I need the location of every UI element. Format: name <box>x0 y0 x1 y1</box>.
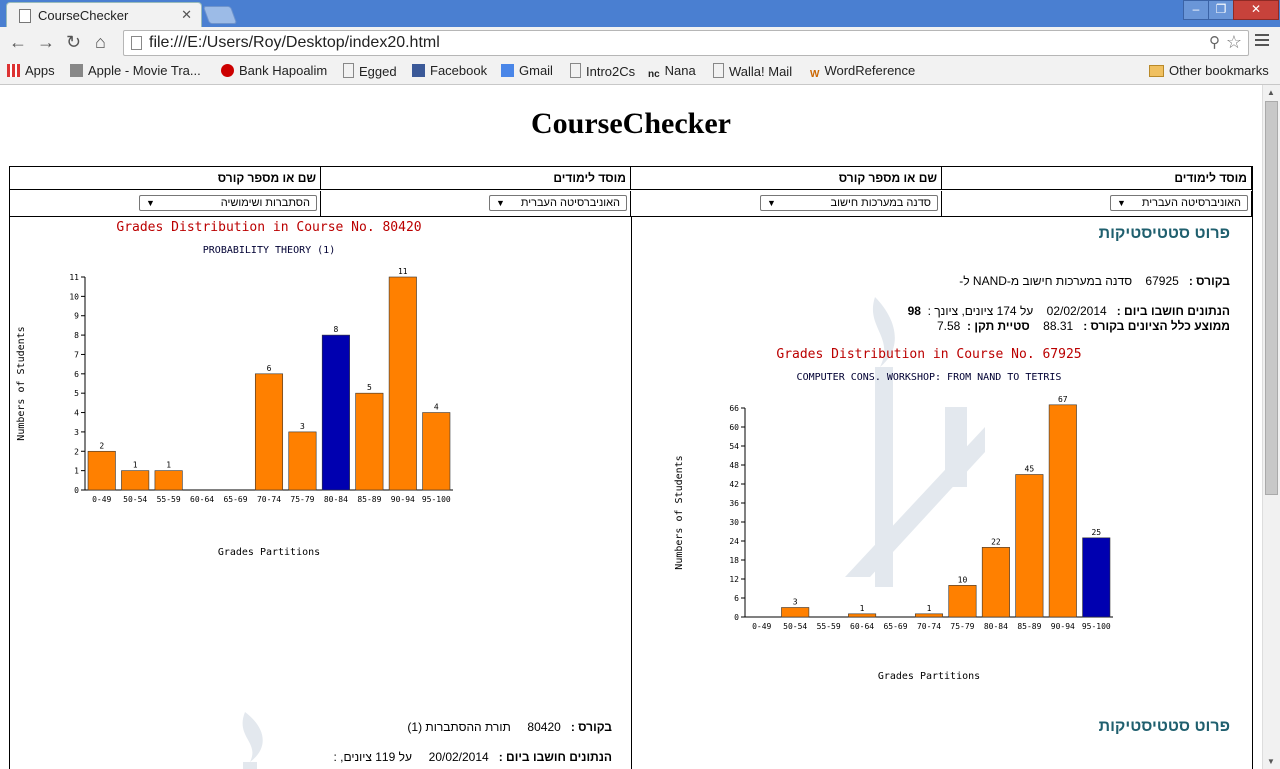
y-tick-label: 4 <box>74 408 79 418</box>
dropdown-arrow-icon: ▼ <box>1117 198 1126 208</box>
page-scrollbar[interactable] <box>1262 85 1280 769</box>
y-tick-label: 6 <box>74 369 79 379</box>
bar-value-label: 1 <box>166 460 172 470</box>
wordreference-icon: W <box>810 69 820 80</box>
chart-subtitle: COMPUTER CONS. WORKSHOP: FROM NAND TO TETRIS <box>796 372 1062 383</box>
data-date-info-2: הנתונים חושבו ביום : 20/02/2014 על 119 ציונים, : <box>333 750 612 764</box>
y-tick-label: 36 <box>729 499 739 508</box>
reload-icon[interactable]: ↻ <box>66 32 82 52</box>
y-axis-label: Numbers of Students <box>674 455 685 570</box>
course-select-2[interactable]: הסתברות ושימושיה ▼ <box>139 195 317 211</box>
x-tick-label: 50-54 <box>123 495 148 504</box>
y-tick-label: 0 <box>74 486 79 495</box>
x-tick-label: 55-59 <box>156 495 181 504</box>
chart-title: Grades Distribution in Course No. 80420 <box>116 220 422 235</box>
x-tick-label: 0-49 <box>752 622 772 631</box>
y-tick-label: 8 <box>74 331 79 341</box>
y-tick-label: 3 <box>74 427 79 437</box>
y-tick-label: 9 <box>74 311 79 321</box>
page-icon <box>131 36 142 50</box>
x-tick-label: 85-89 <box>1017 622 1042 631</box>
dropdown-arrow-icon: ▼ <box>496 198 505 208</box>
bookmark-gmail[interactable]: Gmail <box>501 63 553 78</box>
maximize-button[interactable]: ❐ <box>1208 0 1234 20</box>
address-bar[interactable] <box>123 30 1249 56</box>
bookmark-intro2cs[interactable]: Intro2Cs <box>570 63 635 79</box>
apps-icon <box>7 64 20 77</box>
course-select-cell-1 <box>631 191 942 217</box>
bar <box>423 413 450 490</box>
bookmark-facebook[interactable]: Facebook <box>412 63 487 78</box>
bookmark-walla[interactable]: Walla! Mail <box>713 63 792 79</box>
x-tick-label: 80-84 <box>983 622 1008 631</box>
bar <box>1049 405 1076 617</box>
bar <box>848 614 875 617</box>
bar-value-label: 2 <box>99 441 105 451</box>
y-tick-label: 48 <box>729 461 739 470</box>
y-tick-label: 60 <box>729 423 739 432</box>
page-icon <box>19 9 31 23</box>
scroll-up-icon[interactable]: ▲ <box>1267 88 1275 97</box>
back-icon[interactable]: ← <box>9 32 27 52</box>
institution-select-cell-2 <box>321 191 631 217</box>
bar <box>155 471 182 490</box>
grades-chart-67925 <box>660 345 1130 685</box>
new-tab-button[interactable] <box>203 6 238 24</box>
bookmarks-bar <box>0 59 1280 85</box>
url-text: file:///E:/Users/Roy/Desktop/index20.html <box>149 34 440 51</box>
bar <box>255 374 282 490</box>
x-tick-label: 95-100 <box>1081 622 1111 631</box>
home-icon[interactable]: ⌂ <box>95 32 106 52</box>
folder-icon <box>1149 65 1164 77</box>
course-info-2: בקורס : 80420 תורת ההסתברות (1) <box>407 720 612 734</box>
tab-strip <box>0 0 1280 27</box>
minimize-button[interactable]: – <box>1183 0 1209 20</box>
dropdown-arrow-icon: ▼ <box>146 198 155 208</box>
zoom-icon[interactable]: ⚲ <box>1209 34 1220 51</box>
bar <box>949 585 976 617</box>
scroll-down-icon[interactable]: ▼ <box>1267 757 1275 766</box>
header-course-left: שם או מספר קורס <box>631 167 942 190</box>
y-tick-label: 0 <box>734 613 739 622</box>
y-tick-label: 12 <box>729 575 739 584</box>
bookmark-nana[interactable]: nc Nana <box>648 63 696 80</box>
scrollbar-thumb[interactable] <box>1265 101 1278 495</box>
x-tick-label: 90-94 <box>1050 622 1075 631</box>
bookmark-egged[interactable]: Egged <box>343 63 397 79</box>
bar <box>356 393 383 490</box>
bar <box>982 547 1009 617</box>
chart-title: Grades Distribution in Course No. 67925 <box>776 347 1082 362</box>
x-axis-label: Grades Partitions <box>217 547 321 558</box>
close-tab-icon[interactable]: ✕ <box>181 7 192 22</box>
comparison-table <box>9 166 1253 769</box>
institution-select-1[interactable]: האוניברסיטה העברית ▼ <box>1110 195 1248 211</box>
x-tick-label: 85-89 <box>357 495 382 504</box>
bar-value-label: 1 <box>926 603 932 613</box>
header-institution-right: מוסד לימודים <box>321 167 631 190</box>
bookmark-star-icon[interactable]: ☆ <box>1225 32 1242 52</box>
x-tick-label: 0-49 <box>92 495 112 504</box>
bar <box>121 471 148 490</box>
bookmark-apps[interactable]: Apps <box>7 63 55 78</box>
bar <box>915 614 942 617</box>
course-select-cell-2 <box>10 191 321 217</box>
bar-value-label: 4 <box>433 402 439 412</box>
x-tick-label: 55-59 <box>816 622 841 631</box>
tab-title: CourseChecker <box>38 8 129 23</box>
y-tick-label: 6 <box>734 594 739 603</box>
dropdown-arrow-icon: ▼ <box>767 198 776 208</box>
y-tick-label: 24 <box>729 537 739 546</box>
menu-icon[interactable] <box>1255 34 1269 49</box>
y-tick-label: 5 <box>74 389 79 399</box>
x-tick-label: 90-94 <box>390 495 415 504</box>
course-select-1[interactable]: סדנה במערכות חישוב ▼ <box>760 195 938 211</box>
stats-title: פרוט סטטיסטיקות <box>1098 225 1230 242</box>
browser-toolbar <box>0 27 1280 59</box>
bar <box>322 335 349 490</box>
page-icon <box>570 63 581 78</box>
bookmark-apple[interactable]: Apple - Movie Tra... <box>70 63 201 78</box>
bar-value-label: 11 <box>397 267 408 276</box>
facebook-icon <box>412 64 425 77</box>
y-tick-label: 66 <box>729 404 739 413</box>
bar-value-label: 1 <box>132 460 138 470</box>
x-tick-label: 60-64 <box>190 495 215 504</box>
x-tick-label: 70-74 <box>256 495 282 504</box>
page-icon <box>713 63 724 78</box>
page-content <box>0 85 1262 769</box>
bar-value-label: 67 <box>1057 394 1068 404</box>
y-tick-label: 54 <box>729 442 739 451</box>
y-tick-label: 18 <box>729 556 739 565</box>
y-tick-label: 2 <box>74 447 79 457</box>
x-tick-label: 60-64 <box>850 622 875 631</box>
x-tick-label: 50-54 <box>783 622 808 631</box>
x-axis-label: Grades Partitions <box>877 671 981 682</box>
y-axis-label: Numbers of Students <box>16 326 27 441</box>
bar-value-label: 5 <box>366 383 372 393</box>
stats-title-2: פרוט סטטיסטיקות <box>1098 718 1230 735</box>
bar <box>1016 475 1043 618</box>
header-institution-left: מוסד לימודים <box>942 167 1252 190</box>
grades-chart-80420 <box>10 219 470 559</box>
forward-icon[interactable]: → <box>37 32 55 52</box>
y-tick-label: 30 <box>729 518 739 527</box>
page-title: CourseChecker <box>531 107 731 140</box>
bar-value-label: 25 <box>1091 527 1102 537</box>
bank-icon <box>221 64 234 77</box>
institution-select-2[interactable]: האוניברסיטה העברית ▼ <box>489 195 627 211</box>
x-tick-label: 95-100 <box>421 495 451 504</box>
bar <box>781 608 808 618</box>
bar-value-label: 8 <box>333 325 339 335</box>
course-info: בקורס : 67925 סדנה במערכות חישוב מ-NAND ל- <box>959 274 1230 288</box>
browser-tab[interactable] <box>6 2 202 28</box>
institution-select-cell-1 <box>942 191 1252 217</box>
x-tick-label: 75-79 <box>290 495 315 504</box>
bar <box>88 451 115 490</box>
data-date-info: הנתונים חושבו ביום : 02/02/2014 על 174 ציונים, ציונך : 98 <box>907 304 1230 318</box>
y-tick-label: 7 <box>74 350 79 360</box>
google-icon <box>501 64 514 77</box>
bar-value-label: 22 <box>991 537 1001 547</box>
y-tick-label: 42 <box>729 480 739 489</box>
y-tick-label: 10 <box>69 292 79 302</box>
bar-value-label: 1 <box>859 603 865 613</box>
bar-value-label: 3 <box>300 421 305 431</box>
x-tick-label: 75-79 <box>950 622 975 631</box>
average-info: ממוצע כלל הציונים בקורס : 88.31 סטיית תקן : 7.58 <box>937 319 1230 333</box>
chart-subtitle: PROBABILITY THEORY (1) <box>202 245 336 256</box>
y-tick-label: 11 <box>69 273 79 282</box>
other-bookmarks[interactable]: Other bookmarks <box>1149 63 1269 78</box>
bar <box>289 432 316 490</box>
bar <box>389 277 416 490</box>
bar-value-label: 10 <box>957 575 968 585</box>
apple-icon <box>70 64 83 77</box>
panel-divider <box>631 217 632 769</box>
bar-value-label: 3 <box>792 597 798 607</box>
x-tick-label: 65-69 <box>223 495 248 504</box>
bookmark-wordreference[interactable]: W WordReference <box>810 63 916 80</box>
x-tick-label: 70-74 <box>916 622 942 631</box>
y-tick-label: 1 <box>74 466 79 476</box>
x-tick-label: 65-69 <box>883 622 908 631</box>
bar-value-label: 45 <box>1024 464 1035 474</box>
x-tick-label: 80-84 <box>323 495 348 504</box>
page-icon <box>343 63 354 78</box>
bar <box>1083 538 1110 617</box>
bar-value-label: 6 <box>266 363 272 373</box>
bookmark-bank-hapoalim[interactable]: Bank Hapoalim <box>221 63 327 78</box>
header-course-right: שם או מספר קורס <box>10 167 321 190</box>
nana-icon: nc <box>648 69 660 80</box>
close-window-button[interactable]: ✕ <box>1233 0 1279 20</box>
